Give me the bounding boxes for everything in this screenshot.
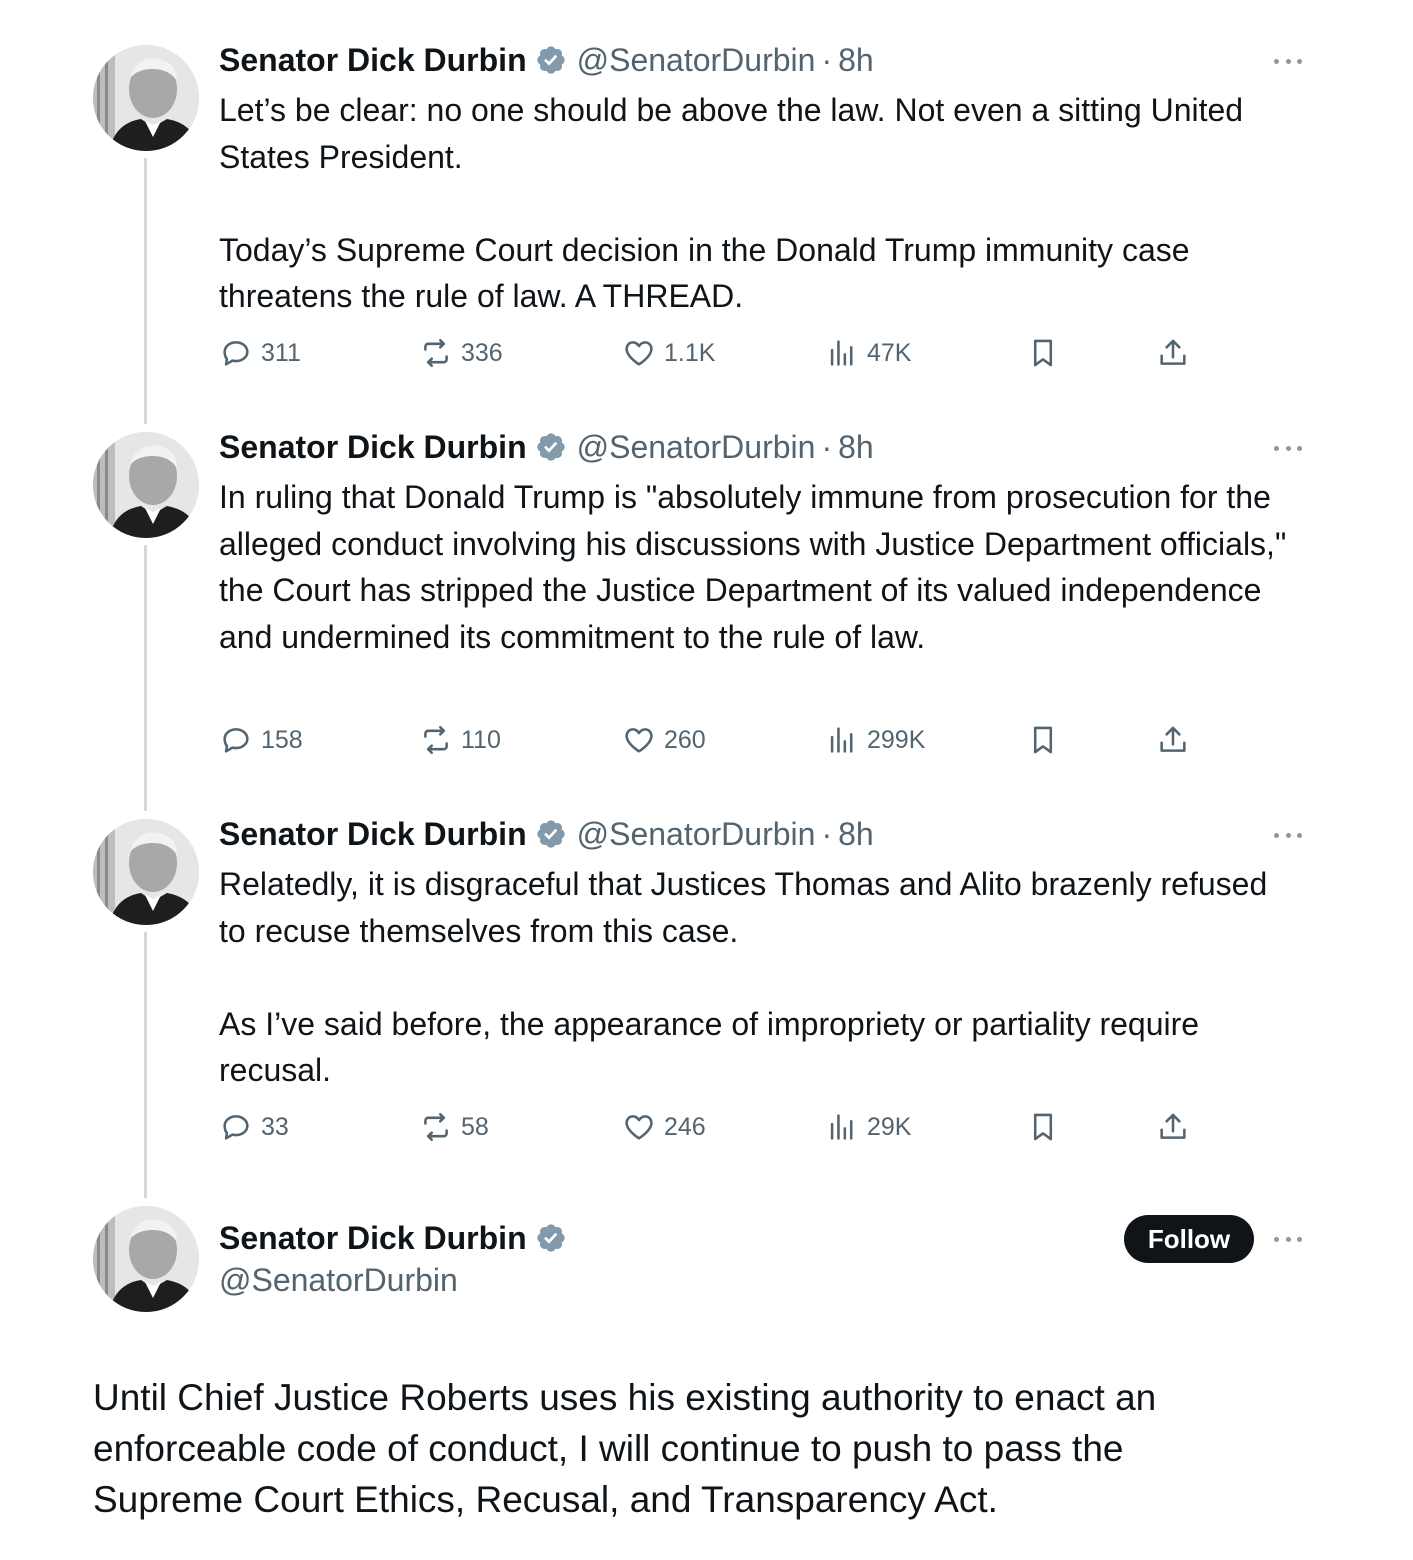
avatar[interactable] [93,45,199,151]
timestamp[interactable]: 8h [838,41,874,78]
views-chart-icon [825,1110,859,1144]
tweet-actions [219,333,1219,373]
author-name[interactable]: Senator Dick Durbin [219,428,527,465]
tweet-text: Relatedly, it is disgraceful that Justices Thomas and Alito brazenly refused to recuse themselves from this case. As I’ve said before, the appearance of impropriety or partiality require recusal. [219,866,1268,1088]
tweet-header [219,814,874,854]
reply-count: 311 [261,338,301,367]
share-button[interactable] [1156,333,1198,373]
repost-button[interactable] [419,1107,489,1147]
tweet-actions [219,720,1219,760]
like-count: 260 [664,725,706,754]
avatar[interactable] [93,1206,199,1312]
views-chart-icon [825,336,859,370]
author-handle[interactable]: @SenatorDurbin [219,1262,458,1298]
like-button[interactable] [622,1107,706,1147]
repost-icon [419,336,453,370]
avatar[interactable] [93,432,199,538]
bookmark-icon [1026,1110,1060,1144]
heart-icon [622,723,656,757]
verified-badge-icon[interactable] [535,818,567,850]
bookmark-button[interactable] [1026,333,1068,373]
views-count: 29K [867,1112,912,1141]
bookmark-button[interactable] [1026,1107,1068,1147]
like-count: 246 [664,1112,706,1141]
author-name[interactable]: Senator Dick Durbin [219,41,527,78]
repost-icon [419,1110,453,1144]
share-button[interactable] [1156,720,1198,760]
separator-dot: · [821,815,833,852]
repost-count: 336 [461,338,503,367]
reply-icon [219,336,253,370]
repost-button[interactable] [419,720,501,760]
thread-line [144,932,147,1198]
timestamp[interactable]: 8h [838,428,874,465]
views-chart-icon [825,723,859,757]
author-name[interactable]: Senator Dick Durbin [219,1219,527,1256]
author-handle[interactable]: @SenatorDurbin [576,41,816,78]
repost-count: 110 [461,725,501,754]
heart-icon [622,336,656,370]
share-button[interactable] [1156,1107,1198,1147]
views-button[interactable] [825,1107,911,1147]
repost-count: 58 [461,1112,489,1141]
author-name[interactable]: Senator Dick Durbin [219,815,527,852]
like-button[interactable] [622,333,715,373]
views-button[interactable] [825,333,911,373]
tweet-text: In ruling that Donald Trump is "absolutely immune from prosecution for the alleged conduct involving his discussions with Justice Department officials," the Court has stripped the Justice Department of its valued independence and undermined its commitment to the rule of law. [219,479,1287,655]
share-icon [1156,723,1190,757]
timestamp[interactable]: 8h [838,815,874,852]
verified-badge-icon[interactable] [535,431,567,463]
repost-icon [419,723,453,757]
separator-dot: · [821,428,833,465]
bookmark-icon [1026,336,1060,370]
reply-count: 33 [261,1112,289,1141]
author-handle[interactable]: @SenatorDurbin [576,815,816,852]
tweet-header [219,1218,577,1258]
reply-button[interactable] [219,720,303,760]
tweet-header [219,40,874,80]
avatar[interactable] [93,819,199,925]
bookmark-icon [1026,723,1060,757]
tweet-actions [219,1107,1219,1147]
views-count: 299K [867,725,926,754]
more-options-icon[interactable] [1270,51,1306,71]
verified-badge-icon[interactable] [535,44,567,76]
reply-button[interactable] [219,333,301,373]
like-button[interactable] [622,720,706,760]
thread-line [144,158,147,424]
views-count: 47K [867,338,912,367]
reply-icon [219,1110,253,1144]
views-button[interactable] [825,720,925,760]
bookmark-button[interactable] [1026,720,1068,760]
reply-icon [219,723,253,757]
tweet-text: Let’s be clear: no one should be above the law. Not even a sitting United States President. Today’s Supreme Court decision in the Donald Trump immunity case threatens the rule of law. A THREAD. [219,92,1244,314]
verified-badge-icon[interactable] [535,1222,567,1254]
more-options-icon[interactable] [1270,825,1306,845]
follow-button[interactable]: Follow [1124,1215,1254,1263]
separator-dot: · [821,41,833,78]
heart-icon [622,1110,656,1144]
reply-count: 158 [261,725,303,754]
more-options-icon[interactable] [1270,438,1306,458]
like-count: 1.1K [664,338,716,367]
reply-button[interactable] [219,1107,289,1147]
tweet-text: Until Chief Justice Roberts uses his existing authority to enact an enforceable code of conduct, I will continue to push to pass the Supreme Court Ethics, Recusal, and Transparency Act. [93,1377,1157,1520]
thread-line [144,545,147,811]
tweet-header [219,427,874,467]
share-icon [1156,336,1190,370]
repost-button[interactable] [419,333,503,373]
author-handle[interactable]: @SenatorDurbin [576,428,816,465]
share-icon [1156,1110,1190,1144]
more-options-icon[interactable] [1270,1229,1306,1249]
